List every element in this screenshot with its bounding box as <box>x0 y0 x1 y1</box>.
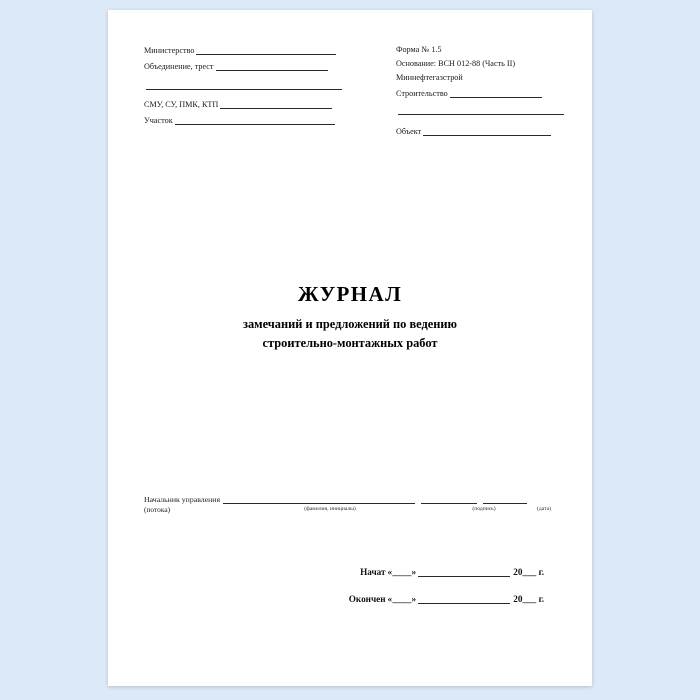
field-association <box>144 62 344 71</box>
date-row-start <box>108 566 592 577</box>
date-start-month-line <box>418 566 510 577</box>
field-association-label: Объединение, трест <box>144 61 214 71</box>
page-subtitle-line2: строительно-монтажных работ <box>262 335 438 350</box>
caption-date: (дата) <box>537 506 551 512</box>
field-smu-rule <box>220 100 332 109</box>
signature-name-line <box>223 494 415 504</box>
field-construction-rule2 <box>398 106 564 115</box>
form-basis: Основание: ВСН 012-88 (Часть II) <box>396 59 516 69</box>
field-object-rule <box>423 127 551 136</box>
caption-name: (фамилия, инициалы) <box>304 506 356 512</box>
field-site <box>144 116 344 125</box>
signature-block <box>144 494 564 515</box>
date-end-year: 20___ г. <box>513 594 544 604</box>
field-construction-rule <box>450 89 542 98</box>
form-ministry: Миннефтегазстрой <box>396 73 463 83</box>
field-association-rule <box>216 62 328 71</box>
date-end-day: «____» <box>387 594 417 604</box>
signature-role-sublabel: (потока) <box>144 505 171 514</box>
field-site-rule <box>175 116 335 125</box>
field-blank-rule-row <box>144 81 344 90</box>
document-page <box>108 10 592 686</box>
page-title: ЖУРНАЛ <box>297 282 403 306</box>
field-smu-label: СМУ, СУ, ПМК, КТП <box>144 99 219 109</box>
date-end-month-line <box>418 593 510 604</box>
field-site-label: Участок <box>144 115 173 125</box>
field-smu <box>144 100 344 109</box>
field-ministry-rule <box>196 46 336 55</box>
field-construction-rule2-row <box>396 106 564 115</box>
field-construction <box>396 89 564 98</box>
date-start-label: Начат <box>360 567 386 577</box>
form-number: Форма № 1.5 <box>396 45 442 54</box>
page-inner <box>108 10 592 686</box>
date-start-day: «____» <box>387 567 417 577</box>
field-object <box>396 127 564 136</box>
date-end-label: Окончен <box>348 594 386 604</box>
page-subtitle-line1: замечаний и предложений по ведению <box>242 317 458 331</box>
signature-date-line <box>483 494 527 504</box>
caption-sign: (подпись) <box>472 506 496 512</box>
date-row-end <box>108 593 592 604</box>
signature-captions-row <box>144 505 564 515</box>
date-start-year: 20___ г. <box>513 567 544 577</box>
signature-row <box>144 494 564 504</box>
field-construction-label: Строительство <box>396 88 448 98</box>
header-right-fields <box>396 46 564 143</box>
field-ministry-label: Министерство <box>144 45 195 55</box>
document-title-block <box>108 282 592 352</box>
dates-block <box>108 566 592 620</box>
signature-role-label: Начальник управления <box>144 495 221 504</box>
field-blank-rule <box>146 81 342 90</box>
field-ministry <box>144 46 344 55</box>
field-object-label: Объект <box>396 126 422 136</box>
header-left-fields <box>144 46 344 143</box>
signature-sign-line <box>421 494 477 504</box>
document-header <box>108 46 592 143</box>
